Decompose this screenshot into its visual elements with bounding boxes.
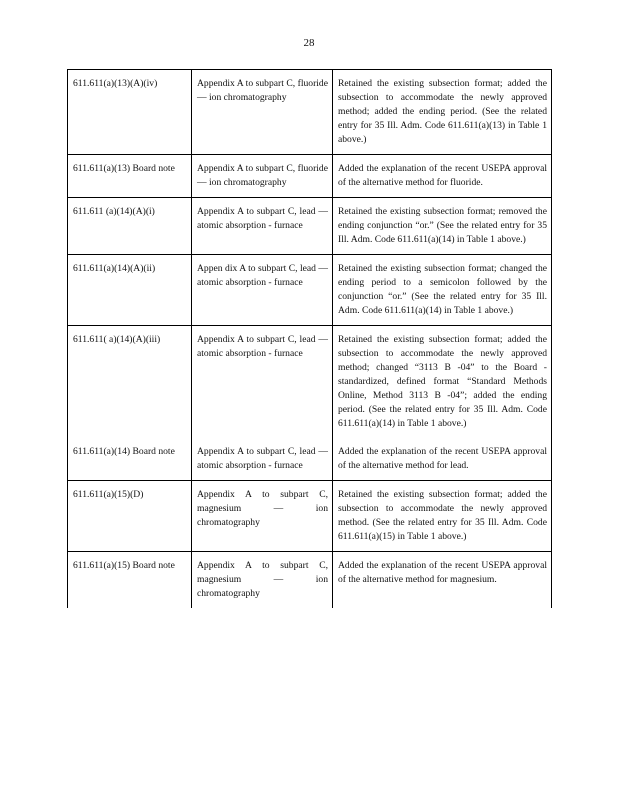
explanation-cell: Retained the existing subsection format; added the subsection to accommodate the newly approved method. (See the related entry for 35 Ill. Adm. Code 611.611(a)(15) in Table 1 above.): [333, 481, 552, 552]
appendix-cell: Appendix A to subpart C, fluoride — ion chromatography: [192, 70, 333, 155]
explanation-cell: Retained the existing subsection format; added the subsection to accommodate the newly approved method; changed “3113 B -04” to the Board -standardized, defined format “Standard Methods Online, Method 3113 B -04”; added the ending period. (See the related entry for 35 Ill. Adm. Code 611.611(a)(14) in Table 1 above.): [333, 326, 552, 439]
table-row: [68, 438, 552, 481]
explanation-cell: Retained the existing subsection format; added the subsection to accommodate the newly approved method; added the ending period. (See the related entry for 35 Ill. Adm. Code 611.611(a)(13) in Table 1 above.): [333, 70, 552, 155]
section-cell: 611.611 (a)(14)(A)(i): [68, 198, 192, 255]
section-cell: 611.611(a)(15) Board note: [68, 552, 192, 609]
section-cell: 611.611( a)(14)(A)(iii): [68, 326, 192, 439]
table-row: [68, 255, 552, 326]
explanation-cell: Added the explanation of the recent USEPA approval of the alternative method for fluoride.: [333, 155, 552, 198]
section-cell: 611.611(a)(14)(A)(ii): [68, 255, 192, 326]
explanation-cell: Added the explanation of the recent USEPA approval of the alternative method for lead.: [333, 438, 552, 481]
explanation-cell: Added the explanation of the recent USEPA approval of the alternative method for magnesium.: [333, 552, 552, 609]
table-row: [68, 155, 552, 198]
amendments-table: [67, 69, 552, 608]
table-row: [68, 70, 552, 155]
page-number: 28: [303, 37, 315, 49]
explanation-cell: Retained the existing subsection format; removed the ending conjunction “or.” (See the related entry for 35 Ill. Adm. Code 611.611(a)(14) in Table 1 above.): [333, 198, 552, 255]
section-cell: 611.611(a)(14) Board note: [68, 438, 192, 481]
section-cell: 611.611(a)(13)(A)(iv): [68, 70, 192, 155]
table-row: [68, 552, 552, 609]
table-row: [68, 198, 552, 255]
appendix-cell: Appendix A to subpart C, lead — atomic absorption - furnace: [192, 326, 333, 439]
appendix-cell: Appendix A to subpart C, lead — atomic absorption - furnace: [192, 438, 333, 481]
table-row: [68, 326, 552, 439]
appendix-cell: Appendix A to subpart C, magnesium — ion chromatography: [192, 481, 333, 552]
appendix-cell: Appen dix A to subpart C, lead — atomic absorption - furnace: [192, 255, 333, 326]
appendix-cell: Appendix A to subpart C, lead — atomic absorption - furnace: [192, 198, 333, 255]
appendix-cell: Appendix A to subpart C, magnesium — ion chromatography: [192, 552, 333, 609]
section-cell: 611.611(a)(15)(D): [68, 481, 192, 552]
section-cell: 611.611(a)(13) Board note: [68, 155, 192, 198]
table-row: [68, 481, 552, 552]
explanation-cell: Retained the existing subsection format; changed the ending period to a semicolon followed by the conjunction “or.” (See the related entry for 35 Ill. Adm. Code 611.611(a)(14) in Table 1 above.): [333, 255, 552, 326]
appendix-cell: Appendix A to subpart C, fluoride — ion chromatography: [192, 155, 333, 198]
